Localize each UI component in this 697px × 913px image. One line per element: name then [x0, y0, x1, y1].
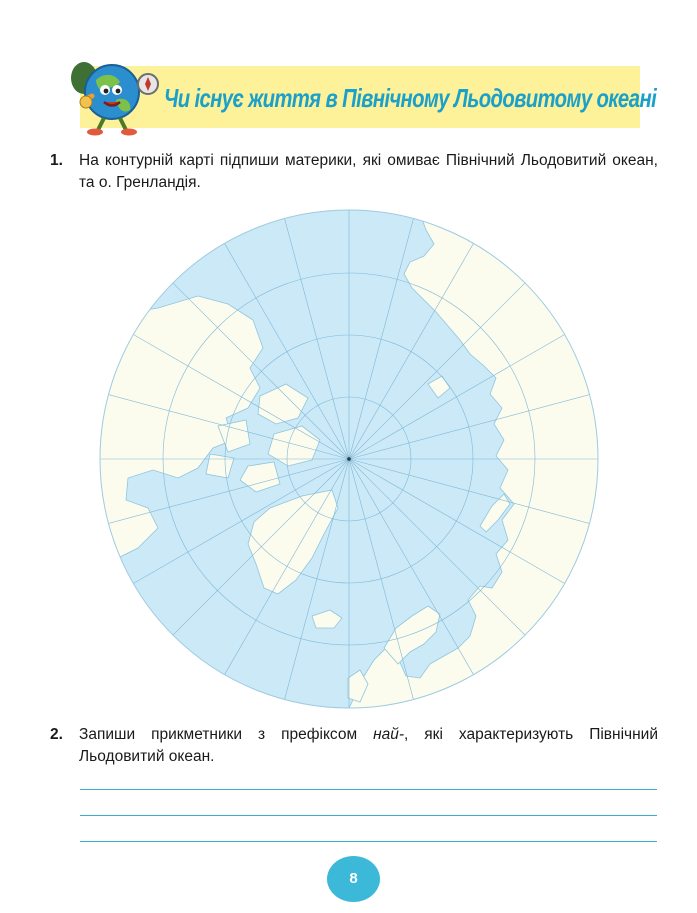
page-number: 8	[327, 856, 380, 902]
task-1	[40, 150, 658, 194]
arctic-contour-map	[98, 208, 600, 710]
task-text-part: , які характеризують Північний Льодовитий океан.	[79, 726, 658, 765]
north-pole-point	[347, 457, 351, 461]
globe-mascot-icon	[62, 56, 162, 136]
answer-line[interactable]	[80, 841, 657, 842]
answer-line[interactable]	[80, 789, 657, 790]
task-number: 2.	[50, 726, 63, 743]
task-number: 1.	[50, 152, 63, 169]
task-2	[40, 724, 658, 768]
task-text: На контурній карті підпиши материки, які омиває Північний Льодовитий океан, та о. Гренландія.	[79, 152, 658, 191]
task-prefix: най-	[373, 726, 405, 743]
task-text	[79, 724, 658, 768]
answer-line[interactable]	[80, 815, 657, 816]
page-title: Чи існує життя в Північному Льодовитому океані	[164, 83, 657, 113]
task-text-part: Запиши прикметники з префіксом	[79, 726, 374, 743]
